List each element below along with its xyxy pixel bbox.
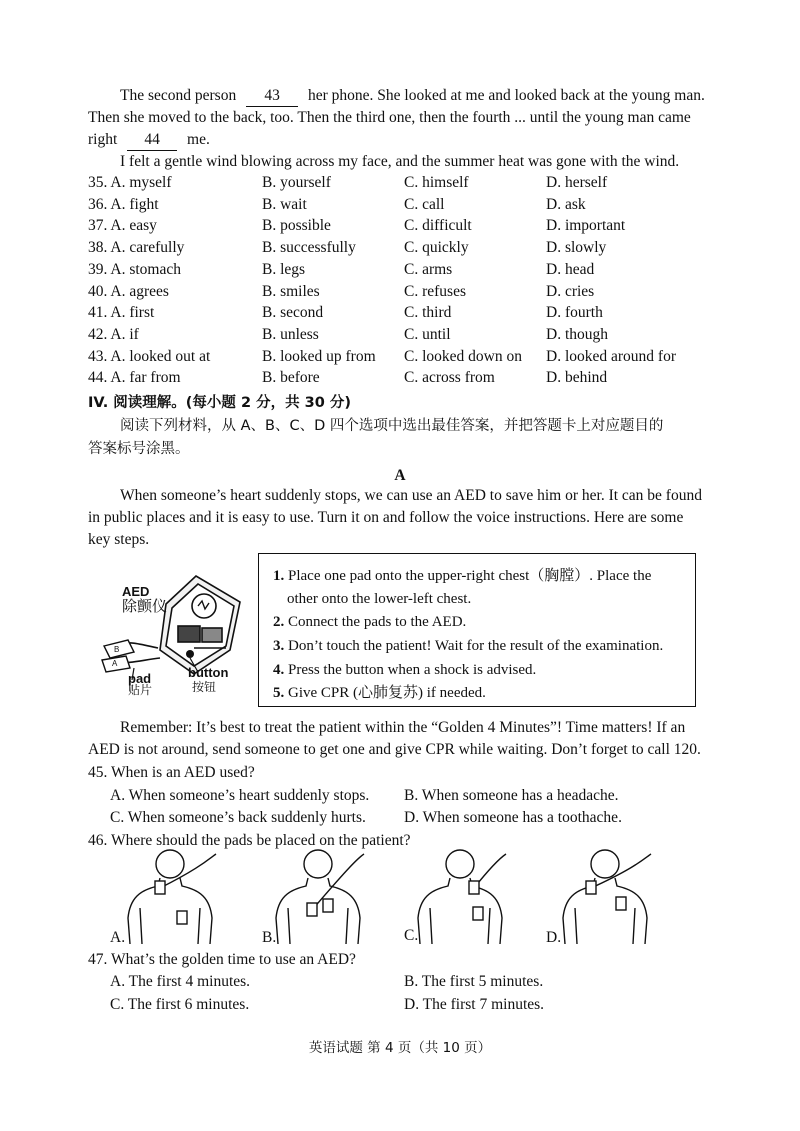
cloze-option-b[interactable]: B. looked up from <box>262 347 376 365</box>
step-1-cont <box>287 589 471 609</box>
pad-label-en: pad <box>128 671 152 686</box>
button-label-en: button <box>188 665 229 680</box>
aed-steps-box <box>258 553 696 707</box>
cloze-option-a[interactable]: 37. A. easy <box>88 217 157 235</box>
cloze-option-b[interactable]: B. smiles <box>262 282 320 300</box>
pad-mark <box>155 881 165 894</box>
q45-option-a[interactable]: A. When someone’s heart suddenly stops. <box>110 787 370 804</box>
cloze-option-d[interactable]: D. herself <box>546 174 608 191</box>
passage-line-4: I felt a gentle wind blowing across my face, and the summer heat was gone with the wind. <box>120 153 680 170</box>
cloze-option-a[interactable]: 44. A. far from <box>88 369 181 387</box>
pad-letter: B <box>114 645 120 654</box>
pad-mark <box>307 903 317 916</box>
instruction-line-1: 阅读下列材料，从 A、B、C、D 四个选项中选出最佳答案，并把答题卡上对应题目的 <box>120 418 664 434</box>
cloze-option-d[interactable]: D. cries <box>546 282 595 300</box>
cloze-option-a[interactable]: 39. A. stomach <box>88 260 181 278</box>
torso-figure <box>418 850 506 944</box>
cloze-option-c[interactable]: C. third <box>404 304 452 322</box>
remember-line-1: Remember: It’s best to treat the patient within the “Golden 4 Minutes”! Time matters! If an <box>120 719 686 736</box>
q45-option-c[interactable]: C. When someone’s back suddenly hurts. <box>110 809 366 826</box>
text-fragment: her phone. She looked at me and looked back at the young man. <box>307 87 705 104</box>
blank-43: 43 <box>246 86 298 107</box>
cloze-option-a[interactable]: 40. A. agrees <box>88 282 169 300</box>
cloze-option-b[interactable]: B. possible <box>262 217 331 235</box>
torso-figure <box>276 850 364 944</box>
passage-line-1 <box>120 86 705 107</box>
step-3 <box>273 636 663 656</box>
q46-option-d[interactable]: D. <box>546 929 562 946</box>
cloze-option-c[interactable]: C. arms <box>404 260 453 278</box>
pad-mark <box>473 907 483 920</box>
cloze-option-a[interactable]: 42. A. if <box>88 325 139 343</box>
pad-mark <box>616 897 626 910</box>
question-47: 47. What’s the golden time to use an AED? <box>88 951 356 968</box>
q47-option-a[interactable]: A. The first 4 minutes. <box>110 973 251 990</box>
step-1 <box>273 566 651 586</box>
step-text: Give CPR (心肺复苏) if needed. <box>288 685 486 701</box>
passage-line-2: Then she moved to the back, too. Then the third one, then the fourth ... until the young man came <box>88 109 691 126</box>
text-fragment: me. <box>187 131 210 148</box>
passage-line-3 <box>88 130 210 151</box>
cloze-option-b[interactable]: B. unless <box>262 325 319 343</box>
passage-label: A <box>394 467 406 484</box>
cloze-option-d[interactable]: D. fourth <box>546 304 603 322</box>
step-text: Connect the pads to the AED. <box>288 614 467 630</box>
cloze-option-d[interactable]: D. important <box>546 217 626 235</box>
step-number: 4. <box>273 662 285 678</box>
cloze-option-d[interactable]: D. behind <box>546 369 608 387</box>
q47-option-b[interactable]: B. The first 5 minutes. <box>404 973 544 990</box>
cloze-option-b[interactable]: B. legs <box>262 260 306 278</box>
cloze-option-a[interactable]: 38. A. carefully <box>88 239 185 257</box>
text-fragment: The second person <box>120 87 237 104</box>
cloze-option-d[interactable]: D. though <box>546 325 608 343</box>
cloze-option-c[interactable]: C. across from <box>404 369 495 387</box>
q47-option-c[interactable]: C. The first 6 minutes. <box>110 996 250 1013</box>
cloze-option-d[interactable]: D. ask <box>546 195 586 213</box>
remember-line-2: AED is not around, send someone to get one and give CPR while waiting. Don’t forget to call 120. <box>88 741 701 758</box>
pad-letter: A <box>112 659 118 668</box>
cloze-option-c[interactable]: C. himself <box>404 174 469 191</box>
cloze-option-b[interactable]: B. yourself <box>262 174 331 191</box>
cloze-option-c[interactable]: C. until <box>404 325 451 343</box>
cloze-option-b[interactable]: B. second <box>262 304 324 322</box>
step-text: other onto the lower-left chest. <box>287 591 472 607</box>
step-2 <box>273 612 466 632</box>
step-text: Place one pad onto the upper-right chest（胸膛）. Place the <box>288 568 652 584</box>
step-text: Press the button when a shock is advised. <box>288 662 537 678</box>
section-heading: IV. 阅读理解。(每小题 2 分，共 30 分) <box>88 395 352 411</box>
question-45: 45. When is an AED used? <box>88 764 255 781</box>
text-fragment: right <box>88 131 118 148</box>
step-text: Don’t touch the patient! Wait for the result of the examination. <box>288 638 664 654</box>
cloze-option-c[interactable]: C. refuses <box>404 282 466 300</box>
aed-label-en: AED <box>122 584 150 599</box>
torso-figure <box>563 850 651 944</box>
q46-option-c[interactable]: C. <box>404 927 419 944</box>
button-label-cn: 按钮 <box>192 680 217 694</box>
step-number: 1. <box>273 568 285 584</box>
cloze-option-b[interactable]: B. wait <box>262 195 307 213</box>
pad-label-cn: 贴片 <box>128 683 153 697</box>
cloze-option-d[interactable]: D. looked around for <box>546 347 676 365</box>
pad-mark <box>586 881 596 894</box>
step-number: 2. <box>273 614 285 630</box>
cloze-option-a[interactable]: 35. A. myself <box>88 174 172 191</box>
cloze-option-a[interactable]: 36. A. fight <box>88 195 159 213</box>
cloze-option-a[interactable]: 43. A. looked out at <box>88 347 211 365</box>
cloze-option-a[interactable]: 41. A. first <box>88 304 155 322</box>
blank-44: 44 <box>127 130 177 151</box>
q45-option-d[interactable]: D. When someone has a toothache. <box>404 809 622 826</box>
step-4 <box>273 660 536 680</box>
pad-mark <box>323 899 333 912</box>
q47-option-d[interactable]: D. The first 7 minutes. <box>404 996 545 1013</box>
q46-option-b[interactable]: B. <box>262 929 277 946</box>
step-5 <box>273 683 486 703</box>
step-number: 5. <box>273 685 285 701</box>
q45-option-b[interactable]: B. When someone has a headache. <box>404 787 619 804</box>
cloze-option-b[interactable]: B. before <box>262 369 320 387</box>
pad-mark <box>177 911 187 924</box>
pad-mark <box>469 881 479 894</box>
cloze-option-d[interactable]: D. slowly <box>546 239 607 257</box>
torso-figure <box>128 850 216 944</box>
cloze-option-c[interactable]: C. quickly <box>404 239 469 257</box>
q46-option-a[interactable]: A. <box>110 929 126 946</box>
question-46: 46. Where should the pads be placed on the patient? <box>88 832 411 849</box>
cloze-option-c[interactable]: C. difficult <box>404 217 472 235</box>
cloze-option-d[interactable]: D. head <box>546 260 595 278</box>
cloze-option-b[interactable]: B. successfully <box>262 239 356 257</box>
passage-a-line-1: When someone’s heart suddenly stops, we can use an AED to save him or her. It can be found <box>120 487 702 504</box>
passage-a-line-3: key steps. <box>88 531 150 548</box>
step-number: 3. <box>273 638 285 654</box>
cloze-option-c[interactable]: C. looked down on <box>404 347 522 365</box>
page-footer: 英语试题 第 4 页（共 10 页） <box>308 1040 492 1056</box>
instruction-line-2: 答案标号涂黑。 <box>88 441 190 457</box>
aed-label-cn: 除颤仪 <box>122 597 168 615</box>
cloze-option-c[interactable]: C. call <box>404 195 445 213</box>
passage-a-line-2: in public places and it is easy to use. Turn it on and follow the voice instructions. Here are some <box>88 509 684 526</box>
